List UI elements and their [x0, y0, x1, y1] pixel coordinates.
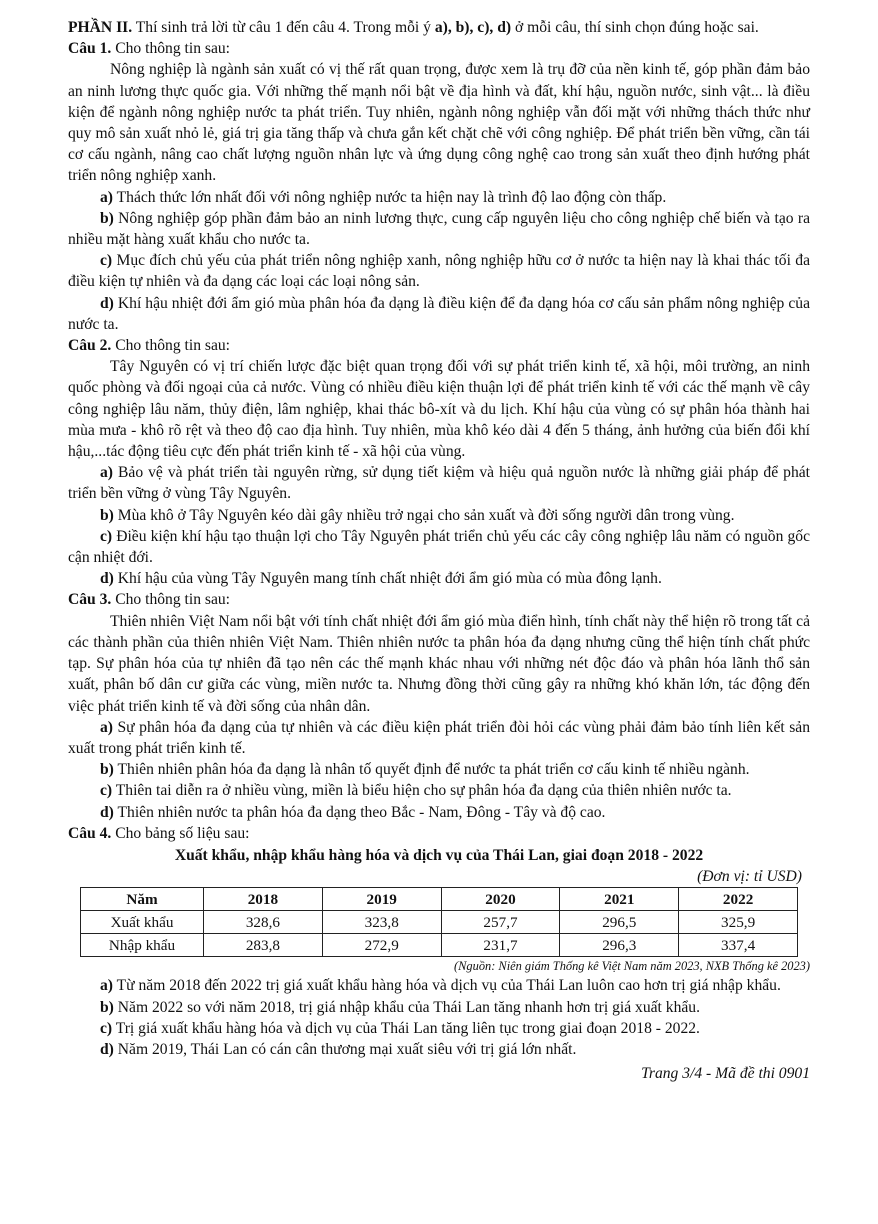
option-text: Từ năm 2018 đến 2022 trị giá xuất khẩu hàng hóa và dịch vụ của Thái Lan luôn cao hơn trị giá nhập khẩu.	[113, 977, 781, 995]
q4-option-b	[68, 997, 810, 1018]
table-header-cell: 2021	[560, 888, 679, 911]
option-letter: b)	[100, 209, 114, 227]
question-label: Câu 2.	[68, 337, 112, 355]
option-letter: a)	[100, 718, 113, 736]
option-text: Thiên nhiên phân hóa đa dạng là nhân tố quyết định để nước ta phát triển cơ cấu kinh tế nhiều ngành.	[113, 761, 750, 779]
table-row	[81, 934, 798, 957]
q3-option-a	[68, 717, 810, 759]
option-text: Mùa khô ở Tây Nguyên kéo dài gây nhiều trở ngại cho sản xuất và đời sống người dân trong vùng.	[113, 506, 735, 524]
option-text: Thách thức lớn nhất đối với nông nghiệp nước ta hiện nay là trình độ lao động còn thấp.	[113, 188, 667, 206]
table-cell: 296,3	[560, 934, 679, 957]
table-cell: 283,8	[204, 934, 323, 957]
option-letter: b)	[100, 761, 114, 779]
table-header-row	[81, 888, 798, 911]
question-label: Câu 4.	[68, 824, 112, 842]
table-cell: 337,4	[679, 934, 798, 957]
table-cell: 231,7	[441, 934, 560, 957]
part-intro-letters: a), b), c), d)	[434, 19, 512, 36]
option-text: Năm 2022 so với năm 2018, trị giá nhập khẩu của Thái Lan tăng nhanh hơn trị giá xuất khẩu.	[113, 998, 700, 1016]
table-cell: 323,8	[322, 911, 441, 934]
part-intro	[68, 17, 810, 38]
option-text: Sự phân hóa đa dạng của tự nhiên và các điều kiện phát triển đòi hỏi các vùng phải đảm bảo tính liên kết sản xuất trong phát triển kinh tế.	[68, 718, 810, 757]
option-text: Khí hậu của vùng Tây Nguyên mang tính chất nhiệt đới ẩm gió mùa có mùa đông lạnh.	[113, 570, 662, 588]
q2-option-a	[68, 462, 810, 504]
option-letter: c)	[100, 527, 113, 545]
q2-option-d	[68, 568, 810, 589]
question-label: Câu 1.	[68, 40, 112, 58]
data-table	[80, 887, 798, 957]
option-text: Thiên nhiên nước ta phân hóa đa dạng theo Bắc - Nam, Đông - Tây và độ cao.	[113, 803, 606, 821]
option-text: Thiên tai diễn ra ở nhiều vùng, miền là biểu hiện cho sự phân hóa đa dạng của thiên nhiên nước ta.	[112, 782, 732, 800]
table-cell: 325,9	[679, 911, 798, 934]
question-4-heading	[68, 823, 810, 844]
table-cell: 296,5	[560, 911, 679, 934]
option-letter: a)	[100, 977, 113, 995]
table-cell: 257,7	[441, 911, 560, 934]
table-row-label: Nhập khẩu	[81, 934, 204, 957]
question-prompt: Cho thông tin sau:	[111, 337, 231, 355]
q2-option-c	[68, 526, 810, 568]
table-cell: 328,6	[204, 911, 323, 934]
q3-option-b	[68, 759, 810, 780]
table-unit: (Đơn vị: tỉ USD)	[697, 868, 802, 886]
option-letter: c)	[100, 1019, 113, 1037]
question-1-heading	[68, 38, 810, 59]
question-2-passage: Tây Nguyên có vị trí chiến lược đặc biệt quan trọng đối với sự phát triển kinh tế, xã hội, môi trường, an ninh quốc phòng và đối ngoại của cả nước. Vùng có nhiều điều kiện thuận lợi để phát triển kinh tế với các thế mạnh về cây công nghiệp lâu năm, thủy điện, lâm nghiệp, khai thác bô-xít và du lịch. Khí hậu của vùng có sự phân hóa thành hai mùa mưa - khô rõ rệt và theo độ cao địa hình. Tuy nhiên, mùa khô kéo dài 4 đến 5 tháng, ảnh hưởng của biến đổi khí hậu,...tác động tiêu cực đến phát triển kinh tế - xã hội của vùng.	[68, 358, 810, 461]
option-letter: b)	[100, 506, 114, 524]
question-label: Câu 3.	[68, 591, 112, 609]
option-text: Bảo vệ và phát triển tài nguyên rừng, sử dụng tiết kiệm và hiệu quả nguồn nước là những giải pháp để phát triển bền vững ở vùng Tây Nguyên.	[68, 464, 810, 503]
table-header-cell: 2020	[441, 888, 560, 911]
question-prompt: Cho thông tin sau:	[111, 591, 231, 609]
q1-option-b	[68, 208, 810, 250]
table-title: Xuất khẩu, nhập khẩu hàng hóa và dịch vụ của Thái Lan, giai đoạn 2018 - 2022	[174, 846, 704, 864]
table-header-cell: 2019	[322, 888, 441, 911]
table-header-cell: 2022	[679, 888, 798, 911]
table-row-label: Xuất khẩu	[81, 911, 204, 934]
page-footer: Trang 3/4 - Mã đề thi 0901	[641, 1065, 810, 1083]
q2-option-b	[68, 505, 810, 526]
q4-option-d	[68, 1039, 810, 1060]
option-letter: d)	[100, 803, 114, 821]
q1-option-a	[68, 187, 810, 208]
option-text: Điều kiện khí hậu tạo thuận lợi cho Tây Nguyên phát triển chủ yếu các cây công nghiệp lâu năm có nguồn gốc cận nhiệt đới.	[68, 527, 810, 567]
q4-option-a	[68, 975, 810, 996]
option-letter: d)	[100, 1040, 114, 1058]
question-1-passage: Nông nghiệp là ngành sản xuất có vị thế rất quan trọng, được xem là trụ đỡ của nền kinh tế, góp phần đảm bảo an ninh lương thực quốc gia. Với những thế mạnh nổi bật về địa hình và đất, khí hậu, nguồn nước, sinh vật... là điều kiện để ngành nông nghiệp nước ta phát triển. Tuy nhiên, ngành nông nghiệp vẫn đối mặt với những thách thức như quy mô sản xuất nhỏ lẻ, giá trị gia tăng thấp và chưa gắn kết chặt chẽ với công nghiệp. Để phát triển bền vững, cần tái cơ cấu ngành, nâng cao chất lượng nguồn nhân lực và ứng dụng công nghệ cao trong sản xuất theo định hướng phát triển nông nghiệp xanh.	[68, 61, 810, 185]
option-letter: a)	[100, 188, 113, 206]
q1-option-c	[68, 250, 810, 292]
option-text: Trị giá xuất khẩu hàng hóa và dịch vụ của Thái Lan tăng liên tục trong giai đoạn 2018 - 2022.	[112, 1019, 700, 1037]
option-letter: a)	[100, 464, 113, 482]
table-header-cell: Năm	[81, 888, 204, 911]
q3-option-c	[68, 780, 810, 801]
option-text: Khí hậu nhiệt đới ẩm gió mùa phân hóa đa dạng là điều kiện để đa dạng hóa cơ cấu sản phẩm nông nghiệp của nước ta.	[68, 294, 810, 333]
q1-option-d	[68, 293, 810, 335]
question-prompt: Cho thông tin sau:	[111, 40, 231, 58]
page-content	[68, 17, 810, 1084]
option-letter: c)	[100, 252, 113, 270]
option-text: Năm 2019, Thái Lan có cán cân thương mại xuất siêu với trị giá lớn nhất.	[113, 1040, 577, 1058]
question-3-heading	[68, 589, 810, 610]
part-intro-text-end: ở mỗi câu, thí sinh chọn đúng hoặc sai.	[511, 19, 759, 36]
part-label: PHẦN II.	[68, 19, 133, 36]
question-3-passage: Thiên nhiên Việt Nam nổi bật với tính chất nhiệt đới ẩm gió mùa điển hình, tính chất này thể hiện rõ trong tất cả các thành phần của thiên nhiên Việt Nam. Thiên nhiên nước ta phân hóa đa dạng nhưng cũng thể hiện tính chất phức tạp. Sự phân hóa của tự nhiên đã tạo nên các thế mạnh khác nhau với những nét độc đáo và phân hóa lãnh thổ sản xuất, phân bố dân cư giữa các vùng, miền nước ta. Nhưng đồng thời cũng gây ra những khó khăn lớn, tác động đến việc phát triển kinh tế và đời sống của nhân dân.	[68, 612, 810, 715]
option-letter: c)	[100, 782, 113, 800]
table-header-cell: 2018	[204, 888, 323, 911]
option-letter: d)	[100, 570, 114, 588]
option-letter: d)	[100, 294, 114, 312]
option-text: Mục đích chủ yếu của phát triển nông nghiệp xanh, nông nghiệp hữu cơ ở nước ta hiện nay là khai thác tối đa điều kiện tự nhiên và đa dạng các loại các loại nông sản.	[68, 252, 810, 291]
option-letter: b)	[100, 998, 114, 1016]
question-2-heading	[68, 335, 810, 356]
q3-option-d	[68, 802, 810, 823]
option-text: Nông nghiệp góp phần đảm bảo an ninh lương thực, cung cấp nguyên liệu cho công nghiệp chế biến và tạo ra nhiều mặt hàng xuất khẩu cho nước ta.	[68, 209, 810, 249]
table-row	[81, 911, 798, 934]
table-cell: 272,9	[322, 934, 441, 957]
table-source: (Nguồn: Niên giám Thống kê Việt Nam năm 2023, NXB Thống kê 2023)	[454, 959, 810, 974]
q4-option-c	[68, 1018, 810, 1039]
question-prompt: Cho bảng số liệu sau:	[111, 824, 250, 842]
part-intro-text: Thí sinh trả lời từ câu 1 đến câu 4. Trong mỗi ý	[132, 19, 435, 36]
